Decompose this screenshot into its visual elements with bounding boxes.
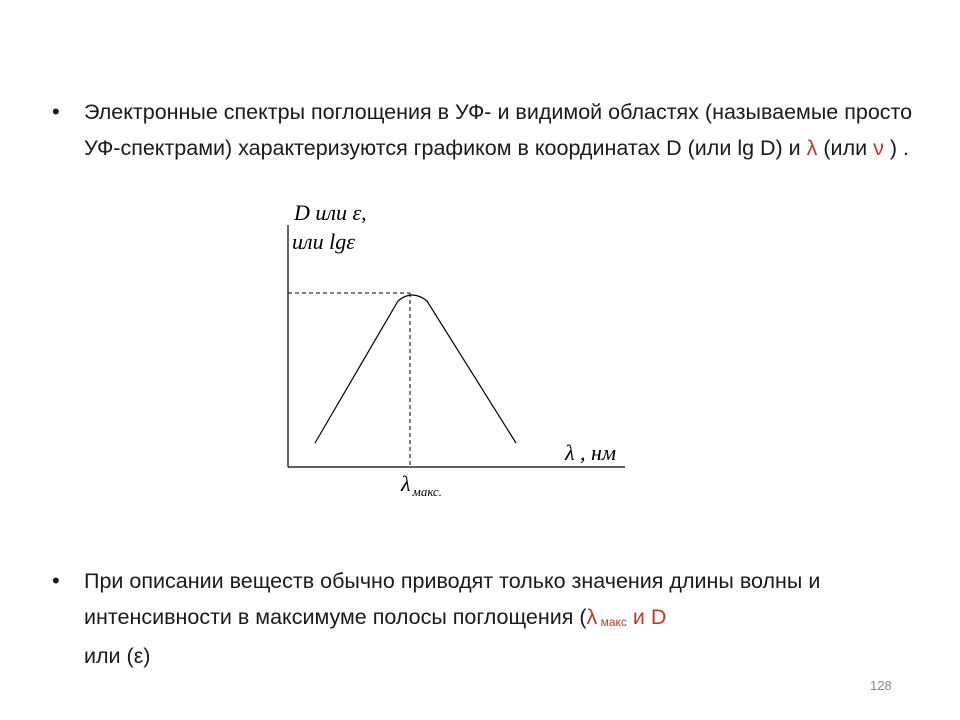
lambda-max-symbol: λ <box>401 471 411 496</box>
paragraph2-subscript: макс <box>597 615 627 629</box>
paragraph-description-values <box>84 563 914 674</box>
paragraph-spectra-intro <box>84 94 914 166</box>
nu-symbol: ν <box>873 136 884 160</box>
paragraph1-text-b: (или <box>817 136 874 160</box>
y-axis-label-line2: или lgε <box>292 229 355 254</box>
y-axis-label-line1: D или ε, <box>294 200 367 225</box>
paragraph1-text-c: ) . <box>883 136 909 160</box>
absorption-curve <box>315 295 516 443</box>
paragraph2-text-c: или (ε) <box>84 644 151 668</box>
lambda-max-inline <box>587 605 667 629</box>
bullet-marker-2: • <box>52 568 60 593</box>
bullet-marker-1: • <box>52 99 60 124</box>
lambda-symbol: λ <box>806 136 818 160</box>
page-number: 128 <box>870 678 892 693</box>
lambda-max-subscript: макс. <box>412 484 442 499</box>
x-axis-label: λ , нм <box>565 440 616 465</box>
absorption-band-diagram <box>270 195 650 510</box>
paragraph2-lambda: λ <box>586 605 598 629</box>
paragraph1-text-a: Электронные спектры поглощения в УФ- и видимой областях (называемые просто УФ-спектрами) характеризуются графиком в координатах D (или lg D) и <box>84 100 913 160</box>
paragraph2-text-b: и D <box>626 605 667 629</box>
paragraph2-text-a: При описании веществ обычно приводят только значения длины волны и интенсивности в максимуме полосы поглощения ( <box>84 569 821 629</box>
lambda-max-label <box>400 471 442 499</box>
